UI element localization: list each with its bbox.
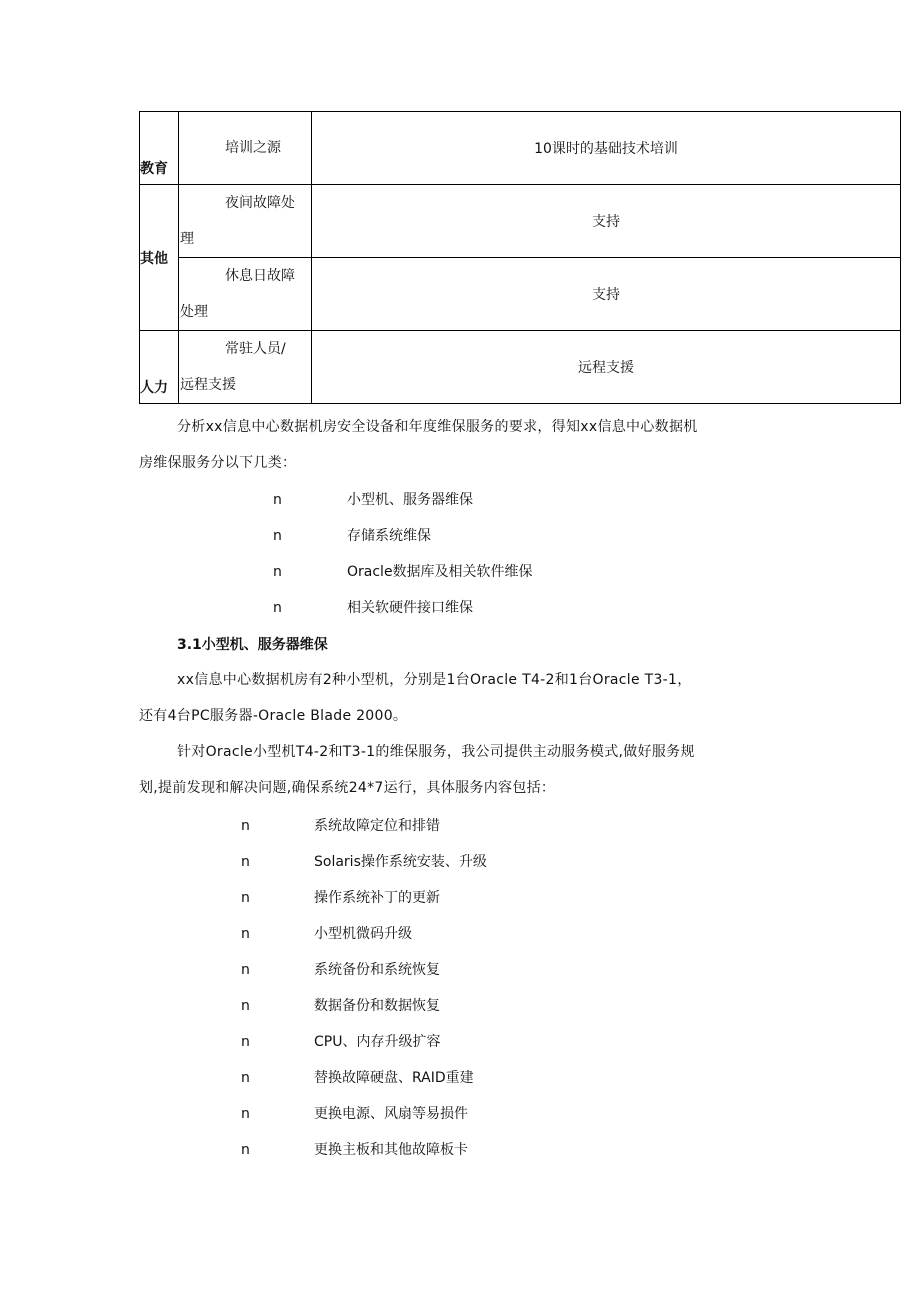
list-item-text: 小型机、服务器维保 xyxy=(347,492,473,508)
table-row xyxy=(140,112,901,185)
bullet-marker: n xyxy=(273,600,282,616)
category-label: 其他 xyxy=(140,250,168,267)
value-cell xyxy=(312,185,901,258)
section-paragraph-1 xyxy=(139,662,789,734)
bullet-marker: n xyxy=(241,1034,250,1050)
bullet-marker: n xyxy=(241,890,250,906)
bullet-marker: n xyxy=(241,962,250,978)
bullet-marker: n xyxy=(241,926,250,942)
value-text: 支持 xyxy=(592,214,620,230)
list-item-text: 存储系统维保 xyxy=(347,528,431,544)
bullet-marker: n xyxy=(241,1142,250,1158)
table-row xyxy=(140,331,901,404)
list-item-text: 数据备份和数据恢复 xyxy=(314,998,440,1014)
paragraph-line: 还有4台PC服务器-Oracle Blade 2000。 xyxy=(139,708,408,724)
bullet-marker: n xyxy=(241,854,250,870)
value-text: 10课时的基础技术培训 xyxy=(534,141,678,157)
section-paragraph-2 xyxy=(139,734,789,806)
bullet-marker: n xyxy=(273,564,282,580)
value-text: 远程支援 xyxy=(578,360,634,376)
value-cell xyxy=(312,258,901,331)
bullet-marker: n xyxy=(241,1106,250,1122)
category-cell xyxy=(140,331,179,404)
intro-paragraph xyxy=(139,409,789,481)
value-cell xyxy=(312,331,901,404)
list-item-text: Solaris操作系统安装、升级 xyxy=(314,854,487,870)
paragraph-line: xx信息中心数据机房有2种小型机，分别是1台Oracle T4-2和1台Oracle T3-1， xyxy=(177,672,692,688)
intro-line-2: 房维保服务分以下几类： xyxy=(139,455,297,471)
category-label: 人力 xyxy=(140,380,168,396)
bullet-marker: n xyxy=(273,492,282,508)
paragraph-line: 针对Oracle小型机T4-2和T3-1的维保服务，我公司提供主动服务模式,做好服务规 xyxy=(177,744,695,760)
table-row xyxy=(140,258,901,331)
item-label-continued: 远程支援 xyxy=(180,377,236,393)
list-item-text: 小型机微码升级 xyxy=(314,926,412,942)
value-text: 支持 xyxy=(592,287,620,303)
bullet-marker: n xyxy=(273,528,282,544)
item-label: 培训之源 xyxy=(225,140,281,156)
list-item-text: 系统故障定位和排错 xyxy=(314,818,440,834)
item-cell xyxy=(179,331,312,404)
paragraph-line: 划,提前发现和解决问题,确保系统24*7运行，具体服务内容包括： xyxy=(139,780,556,796)
item-label: 夜间故障处 xyxy=(225,195,295,211)
bullet-marker: n xyxy=(241,1070,250,1086)
item-cell xyxy=(179,112,312,185)
list-item-text: 更换主板和其他故障板卡 xyxy=(314,1142,468,1158)
bullet-marker: n xyxy=(241,818,250,834)
list-item-text: 相关软硬件接口维保 xyxy=(347,600,473,616)
category-cell xyxy=(140,112,179,185)
item-label: 常驻人员/ xyxy=(225,341,286,357)
category-cell xyxy=(140,185,179,331)
list-item-text: 系统备份和系统恢复 xyxy=(314,962,440,978)
item-label-continued: 理 xyxy=(180,231,194,247)
service-table xyxy=(139,111,901,404)
item-cell xyxy=(179,185,312,258)
list-item-text: 操作系统补丁的更新 xyxy=(314,890,440,906)
list-item-text: 替换故障硬盘、RAID重建 xyxy=(314,1070,474,1086)
bullet-marker: n xyxy=(241,998,250,1014)
value-cell xyxy=(312,112,901,185)
intro-line-1: 分析xx信息中心数据机房安全设备和年度维保服务的要求，得知xx信息中心数据机 xyxy=(177,419,698,435)
item-label: 休息日故障 xyxy=(225,268,295,284)
category-label: 教育 xyxy=(140,161,168,177)
list-item-text: Oracle数据库及相关软件维保 xyxy=(347,564,533,580)
item-label-continued: 处理 xyxy=(180,304,208,320)
section-heading: 3.1小型机、服务器维保 xyxy=(177,637,328,653)
list-item-text: 更换电源、风扇等易损件 xyxy=(314,1106,468,1122)
item-cell xyxy=(179,258,312,331)
table-row xyxy=(140,185,901,258)
list-item-text: CPU、内存升级扩容 xyxy=(314,1034,441,1050)
